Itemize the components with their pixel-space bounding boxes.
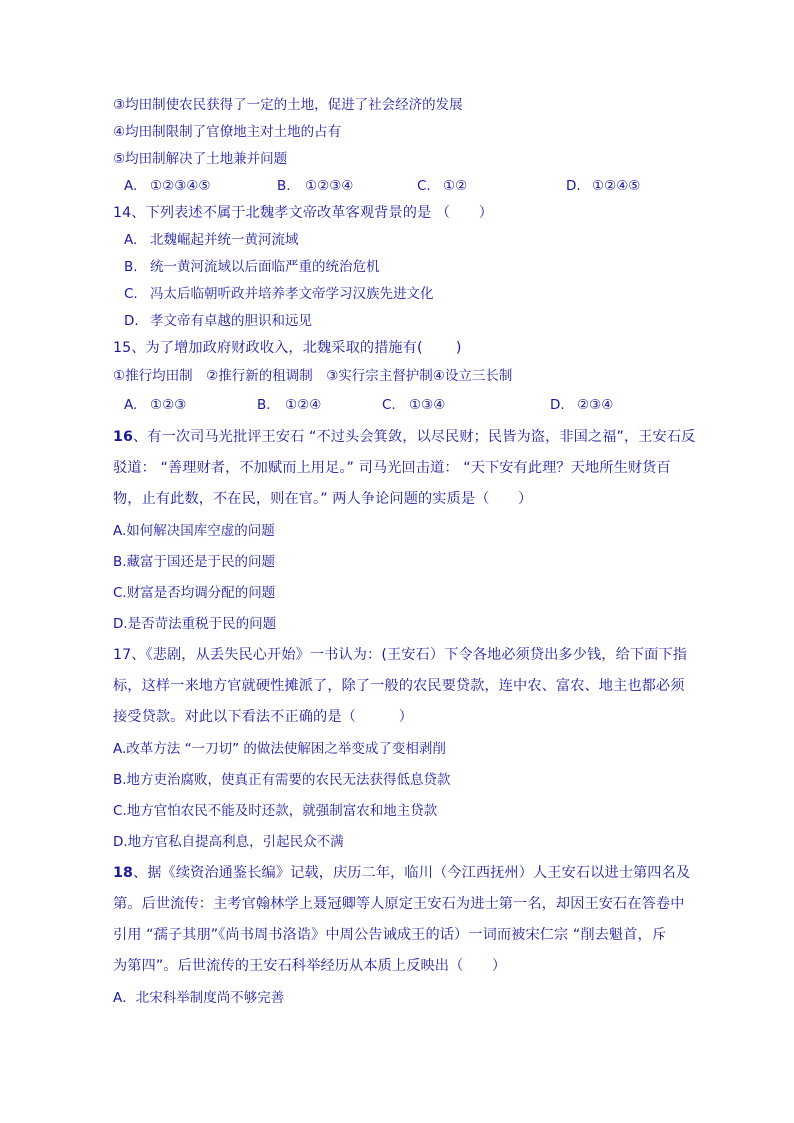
q17-option-c: C.地方官怕农民不能及时还款，就强制富农和地主贷款 bbox=[113, 803, 438, 819]
q17-option-d: D.地方官私自提高利息，引起民众不满 bbox=[113, 834, 344, 850]
q17-option-b: B.地方吏治腐败，使真正有需要的农民无法获得低息贷款 bbox=[113, 772, 451, 788]
document-page: ③均田制使农民获得了一定的土地，促进了社会经济的发展 ④均田制限制了官僚地主对土地的占有 ⑤均田制解决了土地兼并问题 A. ①②③④⑤ B. ①②③④ C. ①② D. ①②④⑤ 14、下列表述不属于北魏孝文帝改革客观背景的是 （ ） A. 北魏崛起并统一黄河流域 B. 统一黄河流域以后面临严重的统治危机 C. 冯太后临朝听政并培养孝文帝学习汉族先进文化 D. 孝文帝有卓越的胆识和远见 15、为了增加政府财政收入，北魏采取的措施有( ) ①推行均田制 ②推行新的租调制 ③实行宗主督护制④设立三长制 A. ①②③ B. ①②④ C. ①③④ D. ②③④ 16、有一次司马光批评王安石 “不过头会箕敛，以尽民财；民皆为盗，非国之福”，王安石反 驳道： “善理财者，不加赋而上用足。” 司马光回击道： “天下安有此理？天地所生财货百 物，止有此数，不在民，则在官。” 两人争论问题的实质是（ ） A.如何解决国库空虚的问题 B.藏富于国还是于民的问题 C.财富是否均调分配的问题 D.是否苛法重税于民的问题 17、《悲剧，从丢失民心开始》一书认为：(王安石）下令各地必须贷出多少钱，给下面下指 标，这样一来地方官就硬性摊派了，除了一般的农民要贷款，连中农、富农、地主也都必须 接受贷款。对此以下看法不正确的是（ ） A.改革方法 “一刀切” 的做法使解困之举变成了变相剥削 B.地方吏治腐败，使真正有需要的农民无法获得低息贷款 C.地方官怕农民不能及时还款，就强制富农和地主贷款 D.地方官私自提高利息，引起民众不满 18、据《续资治通鉴长编》记载，庆历二年，临川（今江西抚州）人王安石以进士第四名及 第。后世流传：主考官翰林学上聂冠卿等人原定王安石为进士第一名，却因王安石在答卷中 引用 “孺子其朋”《尚书周书洛诰》中周公告诫成王的话）一词而被宋仁宗 “削去魁首，斥 为第四”。后世流传的王安石科举经历从本质上反映出（ ） A．北宋科举制度尚不够完善 bbox=[113, 97, 696, 1006]
q13-option-d-letter: D. bbox=[566, 178, 581, 194]
q18-option-a: A．北宋科举制度尚不够完善 bbox=[113, 990, 285, 1006]
q17-stem-line-1: 17、《悲剧，从丢失民心开始》一书认为：(王安石）下令各地必须贷出多少钱，给下面下指 bbox=[113, 647, 688, 663]
q15-option-b-letter: B. bbox=[257, 397, 271, 413]
q16-option-a: A.如何解决国库空虚的问题 bbox=[113, 523, 275, 539]
q13-item-5: ⑤均田制解决了土地兼并问题 bbox=[113, 151, 288, 167]
q13-option-b-text: ①②③④ bbox=[305, 178, 354, 194]
q16-number: 16 bbox=[113, 429, 133, 445]
q13-option-b-letter: B. bbox=[277, 178, 291, 194]
q15-items: ①推行均田制 ②推行新的租调制 ③实行宗主督护制④设立三长制 bbox=[113, 368, 513, 384]
q18-stem-line-3: 引用 “孺子其朋”《尚书周书洛诰》中周公告诫成王的话）一词而被宋仁宗 “削去魁首，斥 bbox=[113, 927, 667, 943]
q13-item-4: ④均田制限制了官僚地主对土地的占有 bbox=[113, 124, 342, 140]
q16-stem-line-2: 驳道： “善理财者，不加赋而上用足。” 司马光回击道： “天下安有此理？天地所生财货百 bbox=[113, 460, 671, 476]
q16-stem-line-1: 16、有一次司马光批评王安石 “不过头会箕敛，以尽民财；民皆为盗，非国之福”，王安石反 bbox=[113, 429, 696, 445]
q15-option-b-text: ①②④ bbox=[285, 397, 322, 413]
q18-stem-line-2: 第。后世流传：主考官翰林学上聂冠卿等人原定王安石为进士第一名，却因王安石在答卷中 bbox=[113, 896, 685, 912]
q15-option-d-letter: D. bbox=[550, 397, 565, 413]
q18-stem-line-4: 为第四”。后世流传的王安石科举经历从本质上反映出（ ） bbox=[113, 958, 507, 974]
q16-option-c: C.财富是否均调分配的问题 bbox=[113, 585, 276, 601]
q18-number: 18 bbox=[113, 865, 133, 881]
q18-stem-line-1: 18、据《续资治通鉴长编》记载，庆历二年，临川（今江西抚州）人王安石以进士第四名及 bbox=[113, 865, 691, 881]
q14-stem: 14、下列表述不属于北魏孝文帝改革客观背景的是 （ ） bbox=[113, 205, 494, 221]
q16-stem-line-3: 物，止有此数，不在民，则在官。” 两人争论问题的实质是（ ） bbox=[113, 491, 533, 507]
q17-option-a: A.改革方法 “一刀切” 的做法使解困之举变成了变相剥削 bbox=[113, 741, 446, 757]
q15-option-a-letter: A. bbox=[124, 397, 138, 413]
q15-option-c-letter: C. bbox=[382, 397, 396, 413]
q13-option-c-letter: C. bbox=[417, 178, 431, 194]
q13-option-c-text: ①② bbox=[443, 178, 468, 194]
q16-option-b: B.藏富于国还是于民的问题 bbox=[113, 554, 276, 570]
q15-option-d-text: ②③④ bbox=[577, 397, 614, 413]
q13-option-a-text: ①②③④⑤ bbox=[150, 178, 211, 194]
q15-option-a-text: ①②③ bbox=[150, 397, 187, 413]
q17-stem-line-3: 接受贷款。对此以下看法不正确的是（ ） bbox=[113, 709, 414, 725]
q15-option-c-text: ①③④ bbox=[409, 397, 446, 413]
q13-option-d-text: ①②④⑤ bbox=[592, 178, 641, 194]
q17-stem-line-2: 标，这样一来地方官就硬性摊派了，除了一般的农民要贷款，连中农、富农、地主也都必须 bbox=[113, 678, 685, 694]
q13-item-3: ③均田制使农民获得了一定的土地，促进了社会经济的发展 bbox=[113, 97, 463, 113]
q13-option-a-letter: A. bbox=[124, 178, 138, 194]
q16-option-d: D.是否苛法重税于民的问题 bbox=[113, 616, 277, 632]
q15-stem: 15、为了增加政府财政收入，北魏采取的措施有( ) bbox=[113, 340, 462, 356]
